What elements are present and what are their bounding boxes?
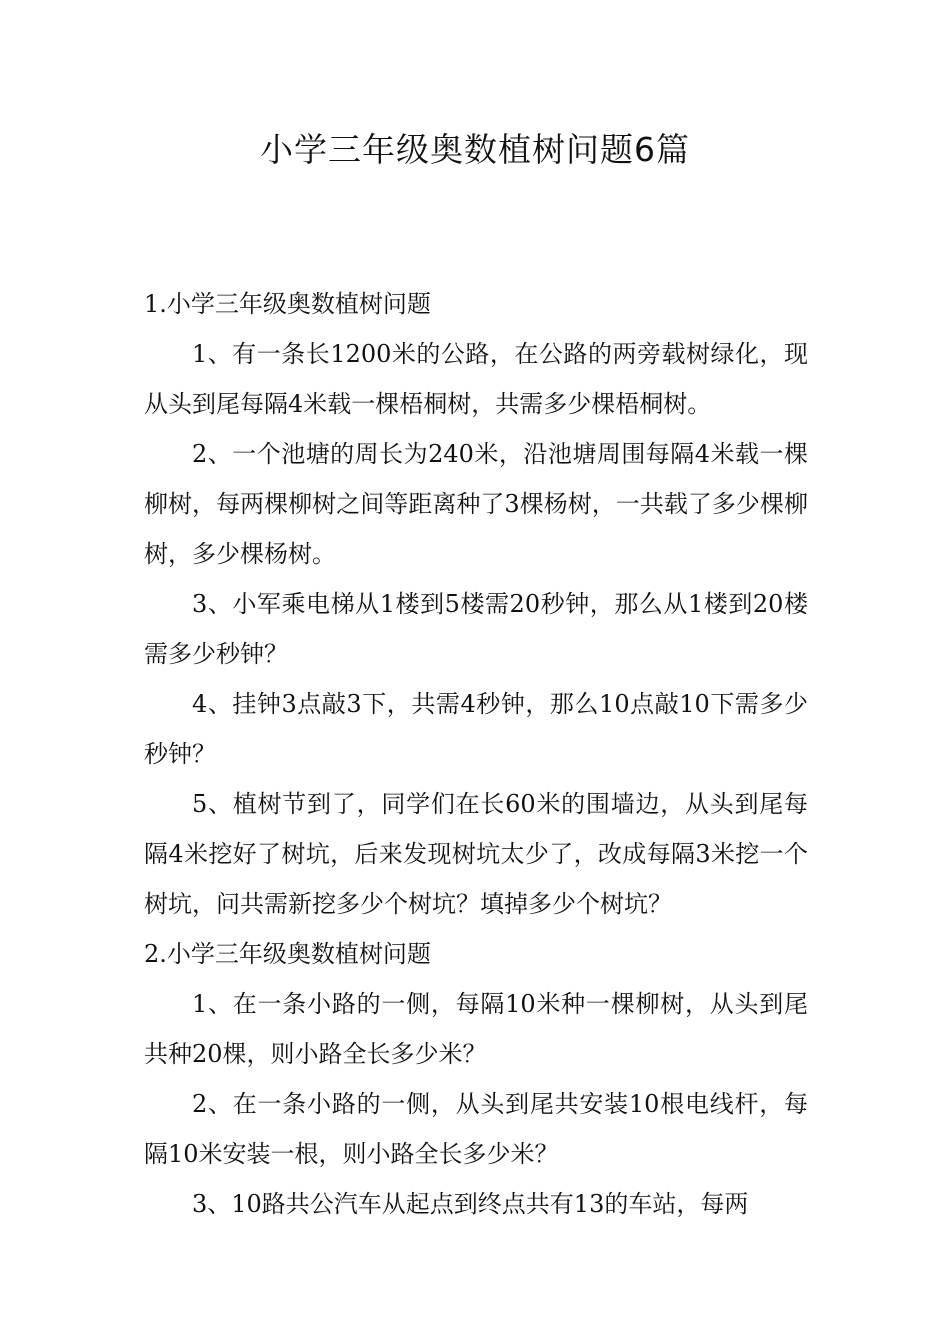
section-2 — [144, 929, 808, 1229]
problem-paragraph: 1、有一条长1200米的公路，在公路的两旁载树绿化，现从头到尾每隔4米载一棵梧桐树，共需多少棵梧桐树。 — [144, 340, 808, 418]
problem-paragraph: 2、在一条小路的一侧，从头到尾共安装10根电线杆，每隔10米安装一根，则小路全长多少米？ — [144, 1090, 808, 1168]
document-body — [144, 279, 808, 1229]
problem-paragraph: 3、10路共公汽车从起点到终点共有13的车站，每两 — [192, 1190, 749, 1218]
problem-paragraph: 5、植树节到了，同学们在长60米的围墙边，从头到尾每隔4米挖好了树坑，后来发现树坑太少了，改成每隔3米挖一个树坑，问共需新挖多少个树坑？填掉多少个树坑？ — [144, 790, 808, 918]
problem-paragraph: 1、在一条小路的一侧，每隔10米种一棵柳树，从头到尾共种20棵，则小路全长多少米？ — [144, 990, 808, 1068]
section-1 — [144, 279, 808, 929]
problem-paragraph: 4、挂钟3点敲3下，共需4秒钟，那么10点敲10下需多少秒钟？ — [144, 690, 808, 768]
problem-paragraph: 2、一个池塘的周长为240米，沿池塘周围每隔4米载一棵柳树，每两棵柳树之间等距离种了3棵杨树，一共载了多少棵柳树，多少棵杨树。 — [144, 440, 808, 568]
problem-paragraph: 3、小军乘电梯从1楼到5楼需20秒钟，那么从1楼到20楼需多少秒钟？ — [144, 590, 808, 668]
document-title: 小学三年级奥数植树问题6篇 — [260, 130, 690, 169]
section-heading: 1.小学三年级奥数植树问题 — [144, 290, 431, 318]
section-heading: 2.小学三年级奥数植树问题 — [144, 940, 431, 968]
